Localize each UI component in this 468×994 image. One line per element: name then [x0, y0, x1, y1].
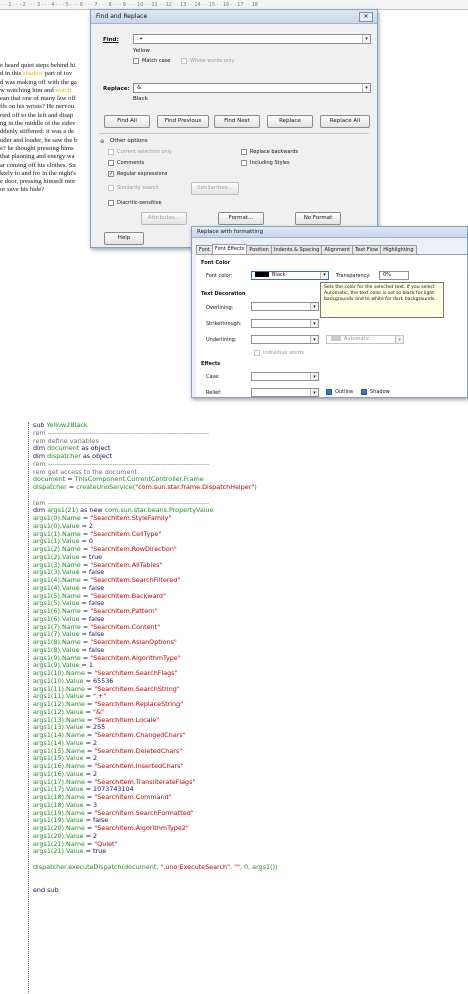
checkbox-box[interactable] — [241, 160, 247, 166]
code-token: = — [80, 545, 91, 553]
code-token: document — [47, 444, 80, 453]
font-color-value: Black — [272, 272, 286, 278]
outline-label: Outline — [335, 389, 354, 395]
code-token: = — [65, 475, 75, 484]
code-token: = 2 — [83, 831, 98, 840]
code-token: args1(21).Value — [33, 847, 84, 856]
code-token: "SearchItem.DeletedChars" — [94, 746, 183, 755]
code-token: args1(11).Value — [33, 692, 84, 701]
replace-attribute: Black — [133, 96, 148, 102]
document-line — [0, 162, 100, 170]
code-token: args1(9).Value — [33, 661, 80, 670]
code-token: args1(2).Name — [33, 545, 81, 553]
replace-value: & — [137, 85, 142, 91]
document-line — [0, 186, 100, 194]
code-token: args1(13).Name — [33, 715, 85, 724]
document-text-run: e heard quiet steps behind hi — [0, 62, 76, 69]
code-token: as new — [78, 506, 105, 515]
find-attribute: Yellow — [133, 48, 150, 54]
code-token: "SearchItem.InsertedChars" — [94, 762, 184, 770]
code-token: "SearchItem.RowDirection" — [90, 545, 177, 553]
tab-font[interactable]: Font — [196, 245, 213, 254]
overlining-label: Overlining: — [206, 305, 234, 311]
code-token: = — [80, 653, 91, 662]
code-token: = — [66, 483, 77, 491]
tab-indents-spacing[interactable]: Indents & Spacing — [271, 245, 323, 254]
code-token: = — [84, 746, 95, 755]
code-token: = — [84, 777, 95, 786]
code-token: args1(9).Name — [33, 653, 81, 662]
code-token: args1(12).Value — [33, 707, 84, 716]
transparency-input[interactable]: 0% — [379, 271, 409, 280]
overlining-dropdown[interactable] — [251, 302, 319, 311]
document-line — [0, 87, 100, 95]
code-token: "SearchItem.SearchFlags" — [94, 669, 178, 677]
outline-checkbox[interactable] — [326, 389, 353, 395]
code-token: args1(14).Value — [33, 738, 84, 747]
code-token: "" — [234, 862, 240, 871]
find-next-button[interactable]: Find Next — [214, 115, 260, 128]
code-token: dispatcher — [33, 483, 67, 491]
code-token: args1(0).Name — [33, 514, 81, 522]
checkbox-box[interactable] — [181, 58, 187, 64]
document-text-run: that planning and energy wa — [0, 153, 75, 161]
code-token: , 0, args1()) — [239, 862, 278, 871]
case-dropdown[interactable] — [251, 372, 319, 381]
strikethrough-label: Strikethrough: — [206, 321, 242, 327]
close-icon[interactable]: ✕ — [359, 12, 373, 22]
code-token: document — [33, 475, 66, 484]
code-token: dim — [33, 452, 48, 460]
code-line — [29, 515, 468, 523]
code-token: args1(19).Name — [33, 808, 85, 817]
code-token: = true — [79, 552, 103, 561]
code-token: args1(11).Name — [33, 684, 85, 693]
similarity-search-checkbox[interactable] — [108, 185, 159, 191]
underline-color-dropdown[interactable] — [326, 335, 404, 344]
chevron-down-icon[interactable]: ▾ — [310, 303, 318, 310]
document-line — [0, 112, 100, 120]
code-token: sub — [33, 421, 47, 429]
checkbox-box[interactable] — [108, 160, 114, 166]
code-token: = 1 — [79, 661, 93, 670]
code-token: = — [84, 762, 95, 770]
code-token: = — [80, 560, 91, 569]
shadow-label: Shadow — [370, 389, 390, 395]
code-token: = 255 — [83, 723, 106, 732]
code-token: = 1073743104 — [83, 785, 134, 794]
effects-header: Effects — [201, 361, 221, 367]
color-swatch — [255, 272, 269, 277]
code-token: "SearchItem.AsianOptions" — [90, 638, 177, 646]
code-token: = — [83, 707, 94, 716]
code-token: = — [83, 692, 94, 701]
document-line — [0, 145, 100, 153]
code-token: args1(0).Value — [33, 521, 80, 530]
code-token: "SearchItem.Pattern" — [90, 607, 158, 615]
find-label: Find: — [103, 37, 119, 43]
code-token: "SearchItem.CellType" — [90, 529, 162, 538]
similarities-button[interactable]: Similarities... — [191, 182, 239, 195]
whole-words-label: Whole words only — [190, 58, 235, 64]
replace-all-button[interactable]: Replace All — [320, 115, 370, 128]
chevron-down-icon[interactable]: ▾ — [310, 336, 318, 343]
code-token: = — [84, 808, 95, 817]
divider — [99, 133, 369, 134]
tab-highlighting[interactable]: Highlighting — [380, 245, 416, 254]
code-token: = false — [79, 630, 105, 639]
checkbox-box[interactable] — [254, 350, 260, 356]
document-line — [0, 62, 100, 70]
code-token: = false — [79, 583, 105, 592]
regular-expressions-checkbox[interactable] — [108, 171, 167, 177]
code-token: args1(8).Name — [33, 638, 81, 646]
code-token: args1(10).Name — [33, 669, 85, 677]
code-token: args1(18).Value — [33, 800, 84, 809]
code-token: args1(4).Value — [33, 583, 80, 592]
code-token: "com.sun.star.frame.DispatchHelper" — [135, 483, 255, 491]
replace-label: Replace: — [103, 86, 130, 92]
document-text-run: ddenly stiffened: it was a de — [0, 128, 75, 136]
code-token: end sub — [33, 886, 59, 894]
code-token: "&" — [93, 707, 104, 716]
code-token: = — [80, 514, 91, 522]
yellow-text-run: shadow — [22, 70, 44, 78]
document-text-run: uder and louder, he saw the b — [0, 136, 78, 144]
code-token: dim — [33, 444, 48, 453]
code-token: args1(13).Value — [33, 723, 84, 732]
diacritic-sensitive-checkbox[interactable] — [108, 200, 162, 206]
chevron-down-icon[interactable]: ▾ — [395, 336, 403, 343]
code-token: "SearchItem.SearchFormatted" — [94, 808, 194, 817]
font-color-tooltip: Sets the color for the selected text. If you select Automatic, the text color is set to black for light backgrounds and to white for dark backgrounds. — [320, 282, 444, 318]
underlining-dropdown[interactable] — [251, 335, 319, 344]
checkbox-box[interactable] — [326, 389, 332, 395]
replace-button[interactable]: Replace — [267, 115, 313, 128]
code-line — [29, 872, 468, 880]
code-token: = 2 — [83, 738, 98, 747]
code-token: args1(2).Value — [33, 552, 80, 561]
code-token: com.sun.star.beans.PropertyValue — [104, 506, 214, 515]
code-token: args1(4).Name — [33, 576, 81, 584]
code-token: = — [80, 638, 91, 646]
format-button[interactable]: Format... — [218, 212, 264, 225]
code-token: "SearchItem.Content" — [90, 622, 161, 631]
underline-color-value: Automatic — [344, 336, 370, 342]
document-text-run: e? he thought pressing hims — [0, 144, 74, 152]
code-token: Yellow2Black — [46, 421, 88, 429]
no-format-button[interactable]: No Format — [295, 212, 341, 225]
document-text-run: d in this — [0, 70, 23, 78]
document-line — [0, 137, 100, 145]
code-token: args1(15).Value — [33, 754, 84, 763]
comments-checkbox[interactable] — [108, 160, 144, 166]
including-styles-checkbox[interactable] — [241, 160, 290, 166]
code-line — [29, 655, 468, 663]
code-token: args1(8).Value — [33, 645, 80, 654]
code-token: "SearchItem.SearchFiltered" — [90, 576, 181, 584]
relief-dropdown[interactable] — [251, 388, 319, 397]
document-line — [0, 128, 100, 136]
code-token: ".+" — [93, 692, 107, 701]
code-token: rem ---------------------------------------------------------------------- — [33, 498, 210, 507]
document-text-run: ar coming off his clothes. Su — [0, 161, 76, 169]
document-text-run: ktely to and fro in the night's — [0, 169, 76, 177]
code-token: = 65536 — [83, 676, 114, 685]
code-token: rem ---------------------------------------------------------------------- — [33, 428, 210, 437]
code-token: args1(7).Value — [33, 630, 80, 639]
current-selection-label: Current selection only — [117, 149, 173, 155]
code-token: = — [80, 529, 91, 538]
document-text-run: part of tov — [43, 70, 73, 78]
document-text-run: w watching him and — [0, 86, 56, 94]
tab-position[interactable]: Position — [246, 245, 271, 254]
underlining-label: Underlining: — [206, 337, 237, 343]
code-token: args1(21) — [47, 506, 79, 515]
code-line — [29, 531, 468, 539]
code-token: args1(6).Name — [33, 607, 81, 615]
code-line — [29, 887, 468, 895]
checkbox-box[interactable] — [108, 149, 114, 155]
code-token: = false — [79, 599, 105, 608]
code-token: "SearchItem.StyleFamily" — [90, 514, 172, 522]
basic-macro-code — [28, 422, 468, 994]
relief-label: Relief: — [206, 390, 222, 396]
match-case-checkbox[interactable] — [133, 58, 170, 64]
code-token: args1(5).Value — [33, 599, 80, 608]
document-text-run: or save his hide? — [0, 186, 45, 194]
tab-font-effects[interactable]: Font Effects — [212, 244, 247, 254]
checkbox-box[interactable] — [133, 58, 139, 64]
current-selection-checkbox[interactable] — [108, 149, 172, 155]
code-token: ".uno:ExecuteSearch" — [160, 862, 231, 871]
checkbox-box[interactable] — [108, 185, 114, 191]
chevron-down-icon[interactable]: ▾ — [310, 373, 318, 380]
document-line — [0, 178, 100, 186]
code-token: args1(16).Value — [33, 769, 84, 778]
comments-label: Comments — [117, 160, 145, 166]
code-token: args1(20).Name — [33, 824, 85, 832]
checkbox-box[interactable] — [361, 389, 367, 395]
code-token: "SearchItem.ReplaceString" — [94, 700, 184, 708]
document-text-run: rted off to the left and disap — [0, 111, 74, 119]
code-token: "SearchItem.AllTables" — [90, 560, 163, 569]
find-previous-button[interactable]: Find Previous — [157, 115, 209, 128]
ruler-ticks: · · 1 · · · 2 · · · 3 · · · 4 · · · 5 · · · 6 · · · 7 · · · 8 · · · 9 · · · 10 · · 11 · · 12 · · 13 · · 14 · · 15 · · 16 · · 17 · · 18 — [2, 2, 258, 8]
code-token: args1(20).Value — [33, 831, 84, 840]
tab-bar — [196, 245, 416, 254]
code-token: = 2 — [83, 754, 98, 763]
find-replace-dialog — [90, 9, 378, 248]
document-line — [0, 153, 100, 161]
help-button[interactable]: Help — [104, 232, 144, 245]
replace-backwards-label: Replace backwards — [250, 149, 299, 155]
code-token: args1(10).Value — [33, 676, 84, 685]
tab-text-flow[interactable]: Text Flow — [352, 245, 381, 254]
document-text-run: ng in the middle of the sidev — [0, 120, 76, 128]
code-token: args1(18).Name — [33, 793, 85, 801]
code-token: = — [84, 715, 95, 724]
checkbox-box[interactable] — [241, 149, 247, 155]
code-token: args1(1).Name — [33, 529, 81, 538]
chevron-down-icon[interactable]: ▾ — [320, 272, 328, 279]
chevron-down-icon[interactable]: ▾ — [362, 35, 370, 43]
find-value: .+ — [137, 36, 144, 42]
code-token: = false — [83, 816, 109, 825]
whole-words-checkbox[interactable] — [181, 58, 234, 64]
code-token: "SearchItem.AlgorithmType2" — [94, 824, 189, 832]
regular-expressions-label: Regular expressions — [117, 171, 168, 177]
code-token: , — [230, 862, 235, 871]
document-line — [0, 103, 100, 111]
code-line — [29, 864, 468, 872]
replace-formatting-titlebar — [192, 227, 467, 238]
code-token: dispatcher.executeDispatch(document, — [33, 862, 161, 871]
code-token: = 2 — [83, 769, 98, 778]
font-effects-panel — [196, 254, 467, 397]
find-all-button[interactable]: Find All — [104, 115, 150, 128]
code-token: = false — [79, 614, 105, 623]
case-label: Case: — [206, 374, 220, 380]
code-token: args1(21).Name — [33, 839, 85, 848]
code-token: "SearchItem.SearchString" — [94, 684, 180, 693]
attributes-button[interactable]: Attributes... — [141, 212, 187, 225]
chevron-down-icon[interactable]: ▾ — [362, 84, 370, 92]
code-line — [29, 879, 468, 887]
document-line — [0, 95, 100, 103]
individual-words-label: Individual words — [263, 350, 304, 356]
code-token: args1(16).Name — [33, 762, 85, 770]
code-token: = — [84, 793, 95, 801]
checkbox-box[interactable] — [108, 200, 114, 206]
document-text-run: e door, pressing himself mor — [0, 178, 76, 186]
font-color-label: Font color: — [206, 273, 233, 279]
code-token: = false — [79, 645, 105, 654]
chevron-down-icon[interactable]: ▾ — [310, 320, 318, 327]
collapse-icon[interactable]: ⊖ — [100, 139, 105, 145]
code-token: args1(5).Name — [33, 591, 81, 600]
diacritic-label: Diacritic-sensitive — [117, 200, 162, 206]
code-token: = — [84, 684, 95, 693]
strikethrough-dropdown[interactable] — [251, 319, 319, 328]
code-token: as object — [79, 444, 111, 453]
code-token: as object — [80, 452, 112, 460]
code-token: "SearchItem.Command" — [94, 793, 172, 801]
code-token: = false — [79, 568, 105, 577]
font-color-header: Font Color — [201, 260, 231, 266]
code-token: = — [80, 591, 91, 600]
including-styles-label: Including Styles — [250, 160, 290, 166]
code-token: args1(3).Name — [33, 560, 81, 569]
code-token: args1(15).Name — [33, 746, 85, 755]
code-token: "SearchItem.Backward" — [90, 591, 166, 600]
color-swatch — [331, 336, 341, 341]
code-token: = 3 — [83, 800, 98, 809]
replace-backwards-checkbox[interactable] — [241, 149, 298, 155]
code-token: = 0 — [79, 537, 93, 546]
code-token: dim — [33, 506, 48, 515]
code-token: args1(19).Value — [33, 816, 84, 825]
code-token: args1(17).Value — [33, 785, 84, 794]
code-line — [29, 484, 468, 492]
find-replace-panel — [93, 25, 375, 245]
code-token: = — [80, 622, 91, 631]
document-line — [0, 70, 100, 78]
code-token: rem get access to the document — [33, 467, 137, 476]
code-token: args1(17).Name — [33, 777, 85, 786]
yellow-text-run: watch — [55, 86, 72, 94]
find-replace-title: Find and Replace — [96, 13, 148, 20]
code-token: rem ---------------------------------------------------------------------- — [33, 459, 210, 468]
other-options-header[interactable]: Other options — [110, 138, 148, 144]
document-text-run: ean that one of many law off — [0, 95, 76, 103]
document-text — [0, 62, 100, 195]
document-text-run: d was making off with the ga — [0, 78, 77, 86]
transparency-label: Transparency: — [336, 273, 371, 279]
code-token: createUnoService( — [76, 483, 136, 491]
find-input[interactable] — [133, 34, 371, 44]
code-token: "SearchItem.TransliterateFlags" — [94, 777, 196, 786]
text-decoration-header: Text Decoration — [201, 291, 246, 297]
code-token: "SearchItem.ChangedChars" — [94, 731, 186, 739]
code-token: = — [84, 669, 95, 677]
find-replace-titlebar — [91, 10, 377, 24]
code-token: dispatcher — [47, 452, 81, 460]
code-token: = 2 — [79, 521, 93, 530]
code-token: "Quiet" — [94, 839, 118, 848]
similarity-search-label: Similarity search — [117, 185, 159, 191]
document-line — [0, 120, 100, 128]
code-token: "SearchItem.AlgorithmType" — [90, 653, 181, 662]
font-color-dropdown[interactable] — [251, 271, 329, 280]
replace-input[interactable] — [133, 83, 371, 93]
chevron-down-icon[interactable]: ▾ — [310, 389, 318, 396]
code-token: args1(12).Name — [33, 700, 85, 708]
code-token: args1(1).Value — [33, 537, 80, 546]
document-line — [0, 170, 100, 178]
document-text-run: ffs on his wrists? He nervou — [0, 103, 75, 111]
code-line — [29, 848, 468, 856]
code-token: ) — [254, 483, 257, 491]
individual-words-checkbox[interactable] — [254, 350, 304, 356]
document-line — [0, 79, 100, 87]
check-icon[interactable]: ✓ — [109, 171, 114, 177]
code-token: rem define variables — [33, 436, 99, 445]
code-token: args1(6).Value — [33, 614, 80, 623]
shadow-checkbox[interactable] — [361, 389, 390, 395]
code-token: "SearchItem.Locale" — [94, 715, 160, 724]
code-token: = — [84, 700, 95, 708]
code-token: = — [84, 731, 95, 739]
code-token: args1(7).Name — [33, 622, 81, 631]
code-token: args1(3).Value — [33, 568, 80, 577]
match-case-label: Match case — [142, 58, 171, 64]
code-token: = — [84, 839, 95, 848]
code-token: args1(14).Name — [33, 731, 85, 739]
tab-alignment[interactable]: Alignment — [321, 245, 353, 254]
code-token: = — [80, 607, 91, 615]
code-token: ThisComponent.CurrentController.Frame — [74, 475, 204, 484]
code-token: = — [80, 576, 91, 584]
code-token: = true — [83, 847, 107, 856]
code-token: = — [84, 824, 95, 832]
replace-formatting-title: Replace with formatting — [197, 229, 263, 235]
